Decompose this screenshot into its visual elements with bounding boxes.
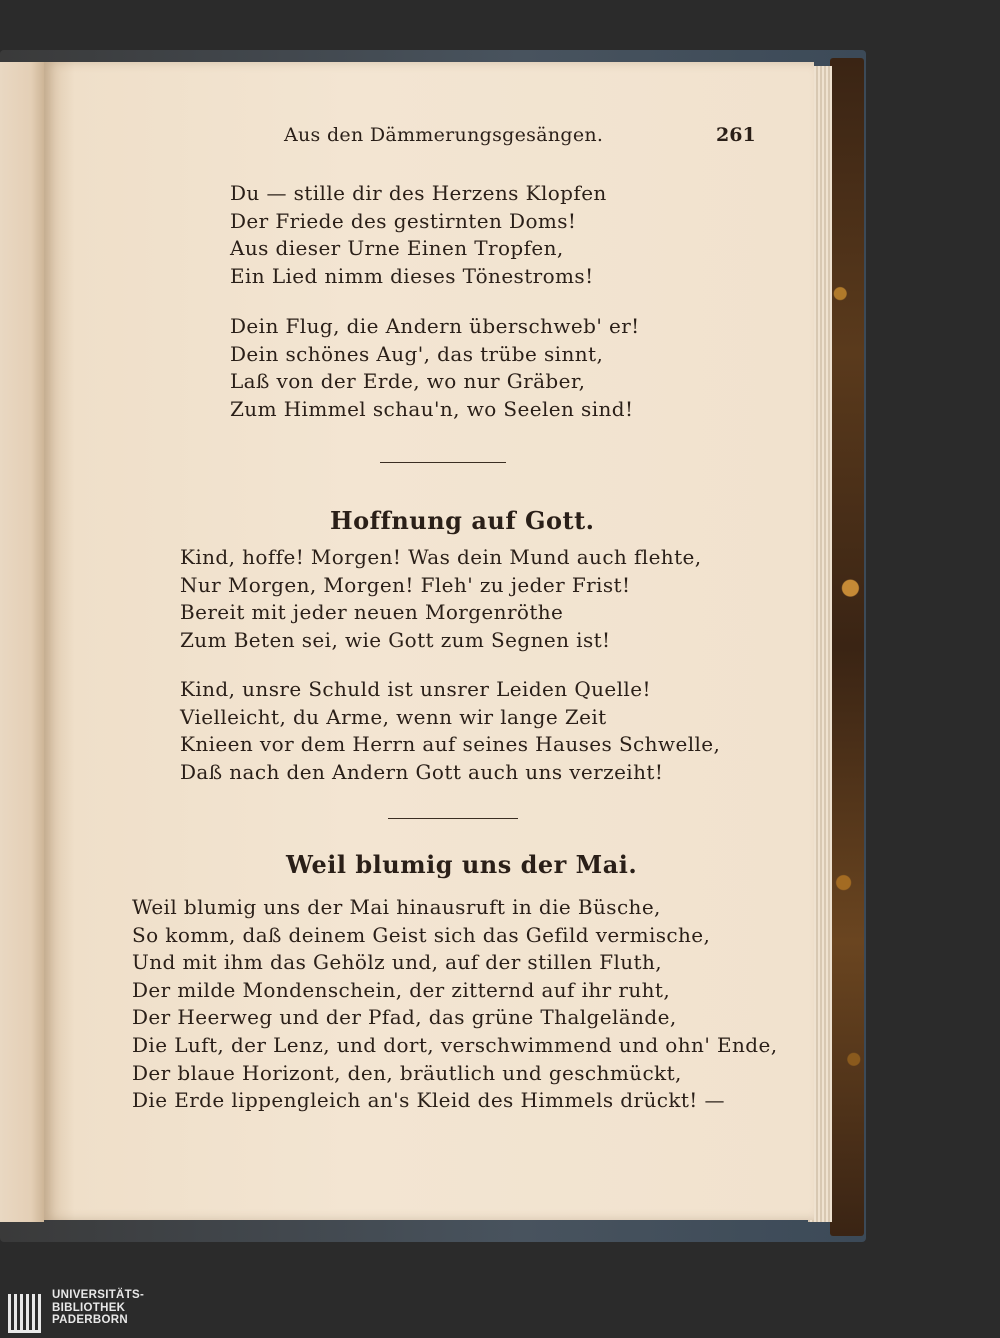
verse-line: So komm, daß deinem Geist sich das Gefild vermische,	[132, 922, 711, 947]
library-logo-icon	[6, 1290, 46, 1336]
marbled-cover-edge	[830, 58, 864, 1236]
verse-line: Kind, unsre Schuld ist unsrer Leiden Quelle!	[180, 677, 651, 701]
poem2-stanza-1	[180, 544, 702, 654]
verse-line: Kind, hoffe! Morgen! Was dein Mund auch flehte,	[180, 545, 702, 569]
book-page	[44, 62, 814, 1220]
verse-line: Knieen vor dem Herrn auf seines Hauses Schwelle,	[180, 732, 721, 757]
poem-title: Weil blumig uns der Mai.	[286, 850, 638, 879]
verse-line: Der blaue Horizont, den, bräutlich und geschmückt,	[132, 1060, 682, 1085]
page-number: 261	[716, 124, 756, 146]
verse-line: Ein Lied nimm dieses Tönestroms!	[230, 263, 594, 288]
library-logo-text	[52, 1289, 144, 1327]
section-divider	[380, 462, 506, 463]
verse-line: Die Erde lippengleich an's Kleid des Himmels drückt! —	[132, 1088, 725, 1113]
verse-line: Der Friede des gestirnten Doms!	[230, 208, 577, 233]
verse-line: Bereit mit jeder neuen Morgenröthe	[180, 600, 564, 625]
verse-line: Zum Himmel schau'n, wo Seelen sind!	[230, 396, 634, 421]
verse-line: Weil blumig uns der Mai hinausruft in die Büsche,	[132, 895, 661, 919]
verse-line: Nur Morgen, Morgen! Fleh' zu jeder Frist!	[180, 572, 631, 597]
verse-line: Die Luft, der Lenz, und dort, verschwimmend und ohn' Ende,	[132, 1032, 778, 1057]
left-page-edge	[0, 62, 44, 1222]
verse-line: Zum Beten sei, wie Gott zum Segnen ist!	[180, 627, 611, 652]
verse-line: Und mit ihm das Gehölz und, auf der stillen Fluth,	[132, 950, 663, 975]
logo-line: PADERBORN	[52, 1314, 128, 1326]
logo-line: UNIVERSITÄTS-	[52, 1289, 145, 1301]
running-title: Aus den Dämmerungsgesängen.	[284, 124, 604, 146]
verse-line: Vielleicht, du Arme, wenn wir lange Zeit	[180, 704, 607, 729]
poem3-stanza	[132, 894, 777, 1115]
logo-line: BIBLIOTHEK	[52, 1301, 126, 1314]
verse-line: Daß nach den Andern Gott auch uns verzeiht!	[180, 759, 664, 784]
verse-line: Aus dieser Urne Einen Tropfen,	[230, 236, 564, 261]
page-header	[44, 124, 814, 154]
poem2-stanza-2	[180, 676, 720, 786]
verse-line: Der milde Mondenschein, der zitternd auf ihr ruht,	[132, 977, 671, 1002]
section-divider	[388, 818, 518, 819]
verse-line: Der Heerweg und der Pfad, das grüne Thalgelände,	[132, 1005, 677, 1030]
verse-line: Dein Flug, die Andern überschweb' er!	[230, 314, 640, 338]
verse-line: Laß von der Erde, wo nur Gräber,	[230, 369, 586, 394]
verse-line: Du — stille dir des Herzens Klopfen	[230, 181, 607, 205]
stanza-2	[230, 313, 640, 423]
stanza-1	[230, 180, 607, 290]
poem-title: Hoffnung auf Gott.	[330, 506, 595, 535]
library-footer	[0, 1288, 1000, 1338]
verse-line: Dein schönes Aug', das trübe sinnt,	[230, 341, 604, 366]
